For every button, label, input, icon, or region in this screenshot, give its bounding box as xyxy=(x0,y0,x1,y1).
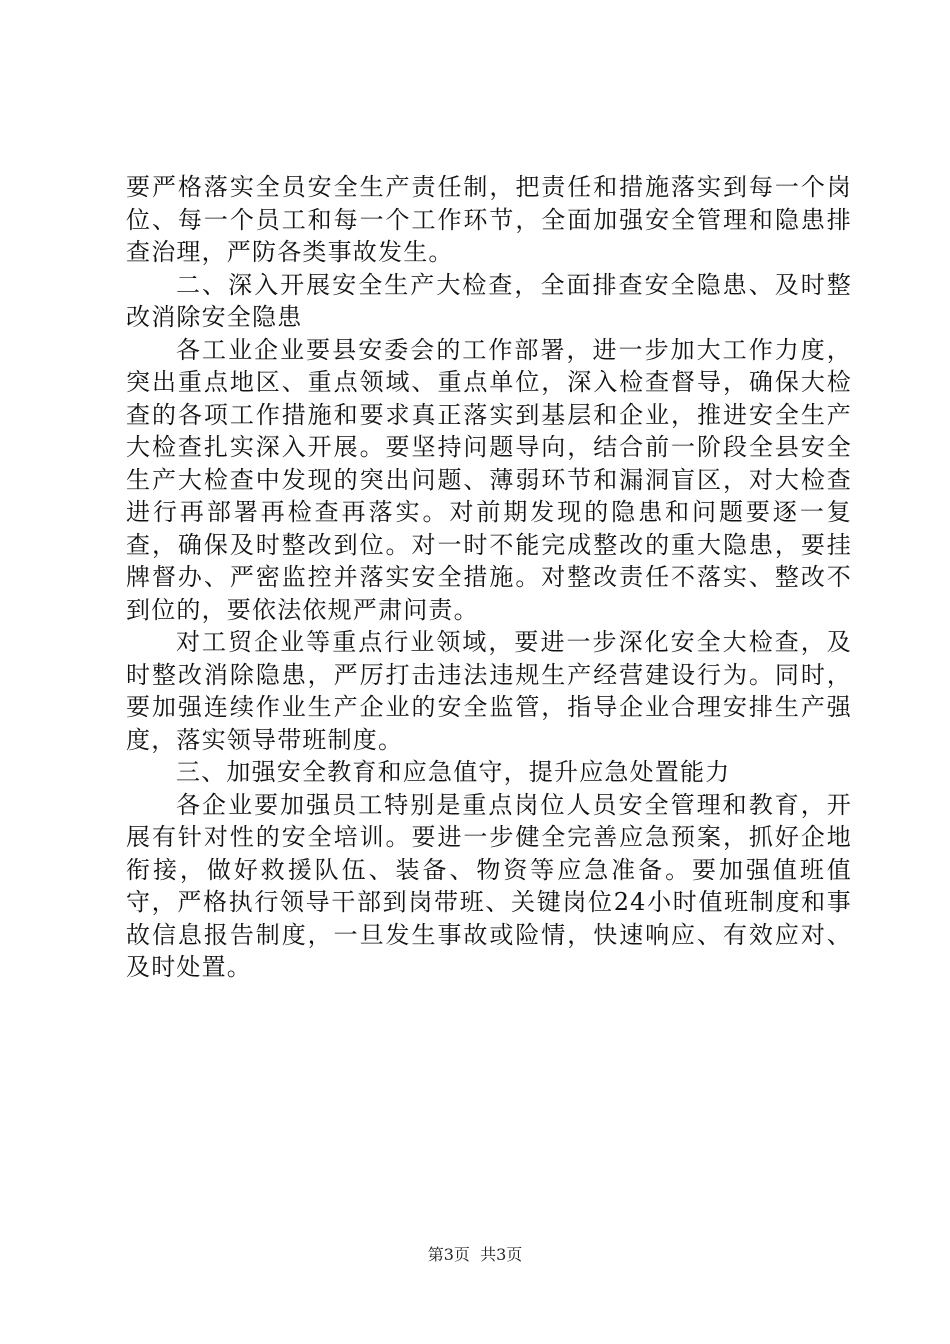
paragraph-3: 各工业企业要县安委会的工作部署，进一步加大工作力度，突出重点地区、重点领域、重点单位，深入检查督导，确保大检查的各项工作措施和要求真正落实到基层和企业，推进安全生产大检查扎实深入开展。要坚持问题导向，结合前一阶段全县安全生产大检查中发现的突出问题、薄弱环节和漏洞盲区，对大检查进行再部署再检查再落实。对前期发现的隐患和问题要逐一复查，确保及时整改到位。对一时不能完成整改的重大隐患，要挂牌督办、严密监控并落实安全措施。对整改责任不落实、整改不到位的，要依法依规严肃问责。 xyxy=(126,335,852,624)
paragraph-1: 要严格落实全员安全生产责任制，把责任和措施落实到每一个岗位、每一个员工和每一个工作环节，全面加强安全管理和隐患排查治理，严防各类事故发生。 xyxy=(126,173,852,266)
paragraph-6: 各企业要加强员工特别是重点岗位人员安全管理和教育，开展有针对性的安全培训。要进一步健全完善应急预案，抓好企地衔接，做好救援队伍、装备、物资等应急准备。要加强值班值守，严格执行领导干部到岗带班、关键岗位24小时值班制度和事故信息报告制度，一旦发生事故或险情，快速响应、有效应对、及时处置。 xyxy=(126,790,852,981)
section-heading-3: 三、加强安全教育和应急值守，提升应急处置能力 xyxy=(176,758,731,786)
paragraph-4: 对工贸企业等重点行业领域，要进一步深化安全大检查，及时整改消除隐患，严厉打击违法违规生产经营建设行为。同时，要加强连续作业生产企业的安全监管，指导企业合理安排生产强度，落实领导带班制度。 xyxy=(126,628,852,754)
section-heading-2: 二、深入开展安全生产大检查，全面排查安全隐患、及时整改消除安全隐患 xyxy=(126,270,852,331)
page-number: 第3页 共3页 xyxy=(427,1245,523,1264)
page-footer xyxy=(0,1244,950,1266)
document-body xyxy=(126,171,852,984)
